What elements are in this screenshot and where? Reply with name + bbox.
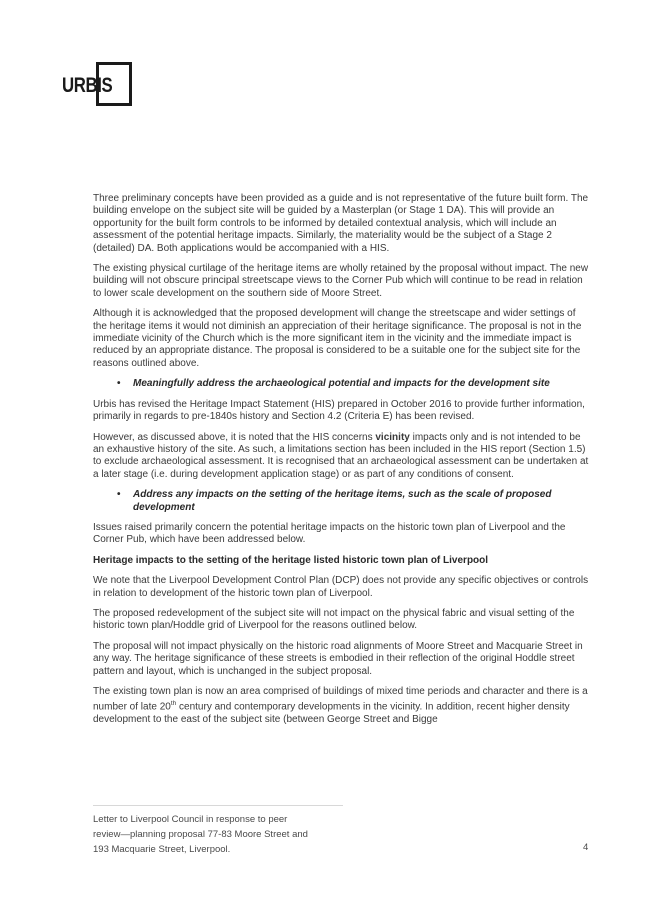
emphasis-text: vicinity <box>375 431 410 443</box>
footer-divider <box>93 805 343 806</box>
paragraph-text: century and contemporary developments in the vicinity. In addition, recent higher density development to the east of the subject site (between George Street and Bigge <box>93 701 570 726</box>
document-body <box>93 193 590 735</box>
paragraph: The existing physical curtilage of the heritage items are wholly retained by the proposal without impact. The new building will not obscure principal streetscape views to the Corner Pub which will continue to be read in relation to lower scale development on the southern side of Moore Street. <box>93 263 589 299</box>
page-number: 4 <box>583 842 589 853</box>
logo-text: URBIS <box>62 74 113 97</box>
paragraph-text: The existing town plan is now an area comprised of buildings of mixed time periods and character and there is a number of late 20 <box>93 686 588 713</box>
paragraph: Although it is acknowledged that the proposed development will change the streetscape and wider settings of the heritage items it would not diminish an appreciation of their heritage significance. The proposal is not in the immediate vicinity of the Church which is the more significant item in the vicinity and the immediate impact is reduced by an appropriate distance. The proposal is considered to be a suitable one for the subject site for the reasons outlined above. <box>93 308 582 369</box>
urbis-logo <box>62 62 134 108</box>
bullet-dot: • <box>117 378 121 390</box>
paragraph-text: impacts only and is not intended to be an exhaustive history of the site. As such, a limitations section has been included in the HIS report (Section 1.5) to exclude archaeological assessment. It is recognised that an archaeological assessment can be undertaken at a later stage (i.e. during development application stage) or as part of any conditions of consent. <box>93 431 589 480</box>
bullet-dot: • <box>117 489 121 501</box>
bullet-item <box>93 489 590 514</box>
paragraph: Three preliminary concepts have been provided as a guide and is not representative of the future built form. The building envelope on the subject site will be guided by a Masterplan (or Stage 1 DA). This will provide an opportunity for the built form controls to be informed by detailed contextual analysis, which will include an assessment of the potential heritage impacts. Similarly, the materiality would be the subject of a Stage 2 (detailed) DA. Both applications would be accompanied with a HIS. <box>93 193 589 254</box>
footer-line: Letter to Liverpool Council in response to peer <box>93 814 288 825</box>
bullet-text: Meaningfully address the archaeological potential and impacts for the development site <box>133 378 550 390</box>
footer-caption <box>93 812 353 857</box>
paragraph: We note that the Liverpool Development Control Plan (DCP) does not provide any specific objectives or controls in relation to development of the historic town plan of Liverpool. <box>93 575 589 599</box>
section-heading: Heritage impacts to the setting of the heritage listed historic town plan of Liverpool <box>93 554 489 566</box>
footer-line: 193 Macquarie Street, Liverpool. <box>93 844 231 855</box>
paragraph: The proposal will not impact physically on the historic road alignments of Moore Street and Macquarie Street in any way. The heritage significance of these streets is embodied in their reflection of the original Hoddle street pattern and layout, which is unchanged in the subject proposal. <box>93 640 583 677</box>
superscript: th <box>170 700 177 708</box>
paragraph: Urbis has revised the Heritage Impact Statement (HIS) prepared in October 2016 to provide further information, primarily in regards to pre-1840s history and Section 4.2 (Criteria E) has been revised. <box>93 398 585 423</box>
paragraph-text: However, as discussed above, it is noted that the HIS concerns <box>93 431 376 443</box>
footer-line: review—planning proposal 77-83 Moore Street and <box>93 829 308 840</box>
paragraph: Issues raised primarily concern the potential heritage impacts on the historic town plan of Liverpool and the Corner Pub, which have been addressed below. <box>93 521 566 546</box>
bullet-item <box>93 378 590 390</box>
paragraph: The proposed redevelopment of the subject site will not impact on the physical fabric and visual setting of the historic town plan/Hoddle grid of Liverpool for the reasons outlined below. <box>93 607 575 632</box>
paragraph <box>93 686 590 727</box>
paragraph <box>93 432 590 482</box>
bullet-text: Address any impacts on the setting of the heritage items, such as the scale of proposed development <box>133 489 552 513</box>
